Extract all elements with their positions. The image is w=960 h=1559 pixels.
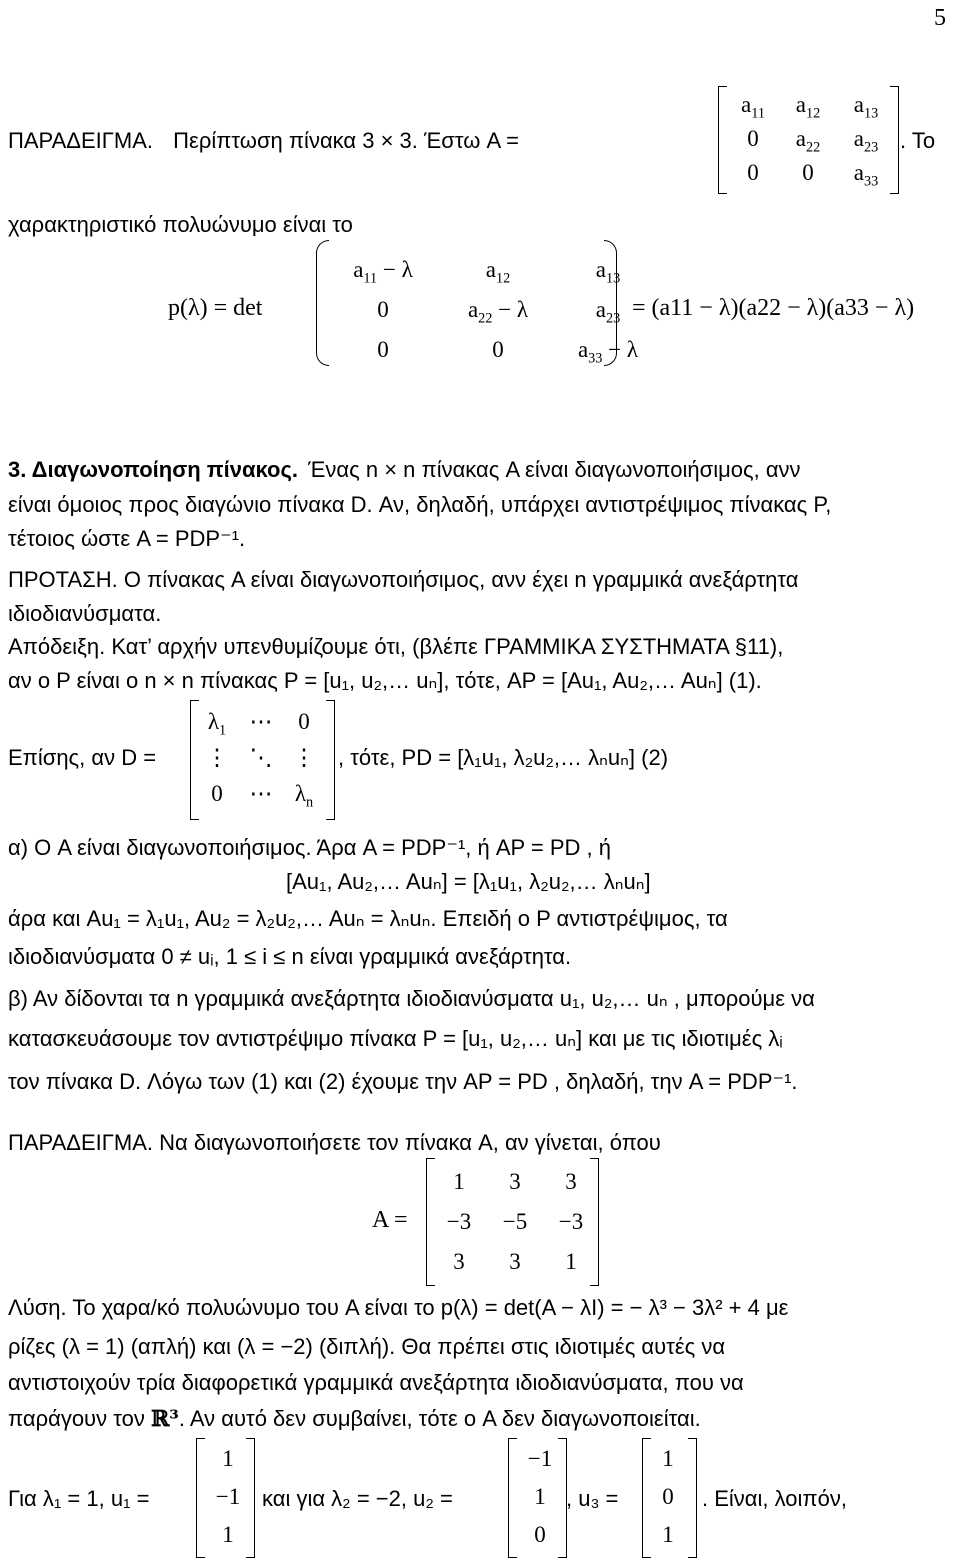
matrix-cell: 1: [453, 1169, 465, 1194]
real-space-symbol: ℝ³: [150, 1406, 179, 1432]
matrix-cell: −1: [215, 1484, 241, 1509]
matrix-cell: 0: [492, 337, 504, 362]
solution-line3: αντιστοιχούν τρία διαφορετικά γραμμικά ανεξάρτητα ιδιοδιανύσματα, που να: [8, 1370, 744, 1395]
charpoly-lhs: p(λ) = det: [168, 295, 263, 321]
matrix-a-right-bracket: [890, 86, 899, 194]
matrix-cell: −5: [502, 1209, 528, 1234]
matrix-cell: $a_{11}$: [741, 92, 765, 122]
matrix-cell: 0: [662, 1484, 674, 1509]
matrix-cell: 0: [377, 297, 389, 322]
proof-line2: αν ο P είναι ο n × n πίνακας P = [u₁, u₂,… uₙ], τότε, AP = [Au₁, Au₂,… Auₙ] (1).: [8, 668, 762, 693]
u1-right-bracket: [246, 1438, 255, 1558]
section3-line1: [8, 456, 801, 484]
matrix-cell: 1: [534, 1484, 546, 1509]
example1-text: Περίπτωση πίνακα 3 × 3. Έστω A =: [173, 128, 519, 153]
matrix-cell: $\lambda_1$: [207, 709, 227, 739]
matrix-cell: −3: [558, 1209, 584, 1234]
matrix-d: [196, 704, 324, 812]
example1-line2: χαρακτηριστικό πολυώνυμο είναι το: [8, 212, 353, 237]
matrix-cell: ⋯: [249, 709, 273, 734]
matrix-cell: 1: [565, 1249, 577, 1274]
matrix-cell: $\lambda_n$: [294, 781, 314, 811]
charpoly-rhs: = (a11 − λ)(a22 − λ)(a33 − λ): [632, 295, 915, 321]
matrix-cell: 1: [662, 1522, 674, 1547]
example1-to: . Το: [900, 128, 936, 153]
proof-line1: Απόδειξη. Κατ’ αρχήν υπενθυμίζουμε ότι, (βλέπε ΓΡΑΜΜΙΚΑ ΣΥΣΤΗΜΑΤΑ §11),: [8, 634, 784, 659]
section3-line2: είναι όμοιος προς διαγώνιο πίνακα D. Αν, δηλαδή, υπάρχει αντιστρέψιμος πίνακας P,: [8, 492, 832, 517]
matrix-cell: 3: [453, 1249, 465, 1274]
matrix-cell: 0: [747, 160, 759, 185]
matrix-cell: 0: [377, 337, 389, 362]
proof-a-line4: ιδιοδιανύσματα 0 ≠ uᵢ, 1 ≤ i ≤ n είναι γραμμικά ανεξάρτητα.: [8, 944, 572, 969]
matrix-cell: $a_{33}$: [853, 160, 879, 190]
matrix-cell: 1: [222, 1446, 234, 1471]
matrix-cell: 3: [509, 1249, 521, 1274]
section3-line3: τέτοιος ώστε A = PDP⁻¹.: [8, 526, 246, 551]
solution-line1: Λύση. Το χαρα/κό πολυώνυμο του A είναι το p(λ) = det(A − λI) = − λ³ − 3λ² + 4 με: [8, 1295, 789, 1320]
matrix-cell: 1: [662, 1446, 674, 1471]
matrix-cell: $a_{12}$: [795, 92, 821, 122]
proof-b-line3: τον πίνακα D. Λόγω των (1) και (2) έχουμε την AP = PD , δηλαδή, την A = PDP⁻¹.: [8, 1069, 798, 1094]
matrix-cell: ⋮: [205, 745, 229, 770]
page-number: 5: [934, 5, 946, 31]
proposition-line1: ΠΡΟΤΑΣΗ. Ο πίνακας A είναι διαγωνοποιήσιμος, ανν έχει n γραμμικά ανεξάρτητα: [8, 567, 799, 592]
proposition-line2: ιδιοδιανύσματα.: [8, 601, 162, 626]
matrix-a: [726, 88, 896, 190]
matrix-cell: 0: [298, 709, 310, 734]
solution-line4: [8, 1405, 701, 1433]
charpoly-right-paren: [604, 240, 617, 366]
proof-a-line1: α) Ο A είναι διαγωνοποιήσιμος. Άρα A = PDP⁻¹, ή AP = PD , ή: [8, 835, 612, 860]
example1-heading-line: [8, 127, 519, 155]
eigen-kai-label: και για λ₂ = −2, u₂ =: [262, 1486, 453, 1511]
proof-a-line3: άρα και Au₁ = λ₁u₁, Au₂ = λ₂u₂,… Auₙ = λₙuₙ. Επειδή ο P αντιστρέψιμος, τα: [8, 906, 728, 931]
vector-u3: [648, 1440, 688, 1554]
matrix-cell: $a_{22} - \lambda$: [467, 297, 529, 327]
matrix-cell: ⋮: [292, 745, 316, 770]
matrix-cell: ⋱: [249, 745, 273, 770]
solution-line4-post: . Αν αυτό δεν συμβαίνει, τότε ο A δεν διαγωνοποιείται.: [178, 1406, 701, 1431]
matrix-cell: 0: [802, 160, 814, 185]
example1-heading: ΠΑΡΑΔΕΙΓΜΑ.: [8, 128, 153, 153]
matrix-cell: −1: [527, 1446, 553, 1471]
solution-line2: ρίζες (λ = 1) (απλή) και (λ = −2) (διπλή). Θα πρέπει στις ιδιοτιμές αυτές να: [8, 1334, 726, 1359]
solution-line4-pre: παράγουν τον: [8, 1406, 145, 1431]
matrix-cell: $a_{22}$: [795, 126, 821, 156]
matrix-cell: 0: [747, 126, 759, 151]
matrix-cell: 3: [565, 1169, 577, 1194]
matrix-cell: 0: [534, 1522, 546, 1547]
matrix-cell: ⋯: [249, 781, 273, 806]
proof-a-line2: [Au₁, Au₂,… Auₙ] = [λ₁u₁, λ₂u₂,… λₙuₙ]: [286, 869, 651, 894]
u3-right-bracket: [688, 1438, 697, 1558]
matrix-cell: $a_{11} - \lambda$: [353, 257, 413, 287]
matrix-cell: $a_{23}$: [853, 126, 879, 156]
matrix-cell: $a_{23}$: [595, 297, 621, 327]
matrix-ex2: [432, 1162, 598, 1282]
matrix-d-right-bracket: [326, 700, 335, 820]
proof-b-line1: β) Αν δίδονται τα n γραμμικά ανεξάρτητα ιδιοδιανύσματα u₁, u₂,… uₙ , μπορούμε να: [8, 986, 815, 1011]
matrix-cell: −3: [446, 1209, 472, 1234]
eigen-gia-label: Για λ₁ = 1, u₁ =: [8, 1486, 150, 1511]
matrix-cell: $a_{12}$: [485, 257, 511, 287]
example2-a-label: A =: [372, 1207, 408, 1233]
diag-d-rhs: , τότε, PD = [λ₁u₁, λ₂u₂,… λₙuₙ] (2): [338, 745, 669, 770]
matrix-cell: $a_{33} - \lambda$: [577, 337, 639, 367]
matrix-cell: $a_{13}$: [853, 92, 879, 122]
proof-b-line2: κατασκευάσουμε τον αντιστρέψιμο πίνακα P = [u₁, u₂,… uₙ] και με τις ιδιοτιμές λᵢ: [8, 1026, 783, 1051]
matrix-cell: 0: [211, 781, 223, 806]
section3-text: Ένας n × n πίνακας A είναι διαγωνοποιήσιμος, ανν: [308, 457, 801, 482]
example2-line1: ΠΑΡΑΔΕΙΓΜΑ. Να διαγωνοποιήσετε τον πίνακα A, αν γίνεται, όπου: [8, 1130, 661, 1155]
matrix-cell: 3: [509, 1169, 521, 1194]
diag-d-label: Επίσης, αν D =: [8, 745, 157, 770]
matrix-cell: $a_{13}$: [595, 257, 621, 287]
eigen-end: . Είναι, λοιπόν,: [702, 1486, 847, 1511]
eigen-u3-label: , u₃ =: [566, 1486, 619, 1511]
section3-title: 3. Διαγωνοποίηση πίνακος.: [8, 457, 299, 482]
matrix-cell: 1: [222, 1522, 234, 1547]
matrix-ex2-right-bracket: [590, 1158, 599, 1286]
